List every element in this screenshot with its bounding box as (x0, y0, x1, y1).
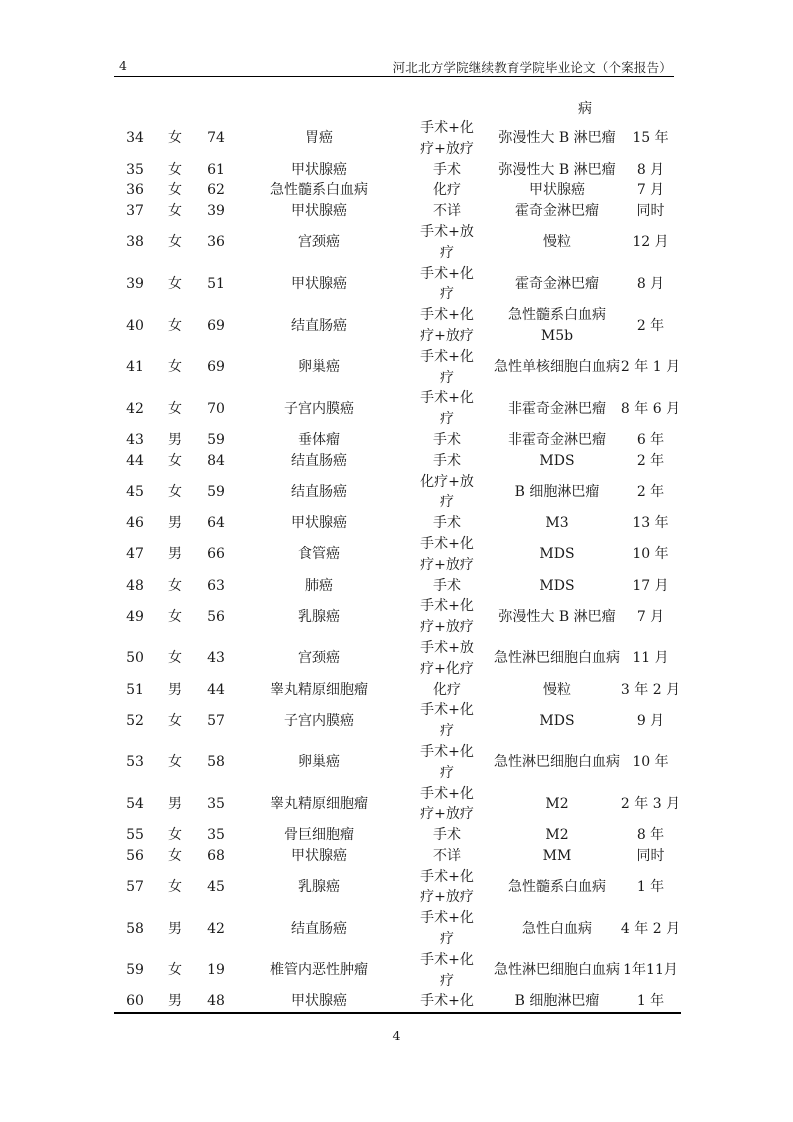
interval-cell: 同时 (636, 203, 665, 220)
case-number-cell: 57 (126, 879, 144, 896)
treatment-cell (400, 867, 494, 909)
second-tumor-cell: MDS (539, 452, 575, 469)
sex-cell: 男 (168, 546, 182, 563)
table-row (114, 680, 681, 701)
interval-cell: 1 年 (636, 879, 665, 896)
treatment-line: 手术+放 (420, 223, 474, 240)
treatment-line: 手术+化 (420, 868, 474, 885)
second-tumor-cell: 霍奇金淋巴瘤 (515, 275, 599, 292)
treatment-line: 手术+放 (420, 639, 474, 656)
case-number-cell: 50 (126, 650, 144, 667)
case-number-cell: 46 (126, 515, 144, 532)
age-cell: 69 (207, 317, 225, 334)
case-number-cell: 55 (126, 827, 144, 844)
interval-cell: 3 年 2 月 (620, 681, 681, 698)
continued-row-fragment (114, 96, 681, 118)
table-row (114, 118, 681, 160)
treatment-cell (400, 305, 494, 347)
interval-cell: 13 年 (632, 515, 669, 532)
sex-cell: 女 (168, 182, 182, 199)
case-number-cell: 59 (126, 962, 144, 979)
treatment-cell (400, 825, 494, 846)
treatment-line: 手术+化 (420, 307, 474, 324)
case-table-container (114, 96, 681, 1014)
primary-tumor-cell: 结直肠癌 (291, 452, 347, 469)
treatment-cell (400, 160, 494, 181)
second-tumor-cell: 急性白血病 (522, 920, 592, 937)
treatment-line: 疗+化疗 (420, 660, 474, 677)
treatment-line: 手术 (433, 431, 461, 448)
primary-tumor-cell: 结直肠癌 (291, 920, 347, 937)
treatment-line: 手术+化 (420, 702, 474, 719)
sex-cell: 女 (168, 754, 182, 771)
second-tumor-cell: M3 (545, 515, 569, 532)
primary-tumor-cell: 子宫内膜癌 (284, 400, 354, 417)
page-header (114, 54, 674, 77)
interval-cell: 1年11月 (623, 962, 678, 979)
table-row (114, 472, 681, 514)
primary-tumor-cell: 宫颈癌 (298, 234, 340, 251)
treatment-line: 手术+化 (420, 598, 474, 615)
primary-tumor-cell: 甲状腺癌 (291, 275, 347, 292)
age-cell: 59 (207, 431, 225, 448)
case-number-cell: 53 (126, 754, 144, 771)
age-cell: 48 (194, 991, 238, 1013)
table-row (114, 222, 681, 264)
age-cell: 45 (207, 879, 225, 896)
case-number-cell: 39 (126, 275, 144, 292)
interval-cell: 2 年 1 月 (620, 359, 681, 376)
case-number-cell: 36 (126, 182, 144, 199)
table-row (114, 160, 681, 181)
table-row (114, 388, 681, 430)
second-tumor-cell: 弥漫性大 B 淋巴瘤 (498, 130, 616, 147)
table-row (114, 305, 681, 347)
treatment-line: 疗+放疗 (420, 140, 474, 157)
table-row (114, 513, 681, 534)
age-cell: 66 (207, 546, 225, 563)
table-row (114, 576, 681, 597)
primary-tumor-cell: 胃癌 (305, 130, 333, 147)
treatment-line: 手术 (433, 161, 461, 178)
treatment-line: 手术 (433, 577, 461, 594)
sex-cell: 女 (168, 577, 182, 594)
age-cell: 68 (207, 847, 225, 864)
primary-tumor-cell: 甲状腺癌 (291, 515, 347, 532)
second-tumor-cell: 霍奇金淋巴瘤 (515, 203, 599, 220)
primary-tumor-cell: 食管癌 (298, 546, 340, 563)
interval-cell: 15 年 (632, 130, 669, 147)
case-number-cell: 45 (126, 483, 144, 500)
second-tumor-cell: 非霍奇金淋巴瘤 (508, 400, 606, 417)
treatment-line: 手术+化 (420, 390, 474, 407)
case-number-cell: 40 (126, 317, 144, 334)
treatment-cell (400, 264, 494, 306)
age-cell: 59 (207, 483, 225, 500)
table-row (114, 742, 681, 784)
case-number-cell: 48 (126, 577, 144, 594)
treatment-line: 手术+化 (420, 910, 474, 927)
treatment-line: 不详 (433, 847, 461, 864)
table-row (114, 700, 681, 742)
interval-cell: 10 年 (632, 754, 669, 771)
primary-tumor-cell: 椎管内恶性肿瘤 (270, 962, 368, 979)
treatment-cell (400, 451, 494, 472)
table-row (114, 534, 681, 576)
primary-tumor-cell: 卵巢癌 (298, 754, 340, 771)
interval-cell: 12 月 (632, 234, 669, 251)
table-row (114, 201, 681, 222)
sex-cell: 女 (168, 483, 182, 500)
case-number-cell: 44 (126, 452, 144, 469)
treatment-line: 疗+放疗 (420, 327, 474, 344)
second-tumor-cell: MDS (539, 577, 575, 594)
age-cell: 69 (207, 359, 225, 376)
treatment-line: 手术+化 (420, 785, 474, 802)
interval-cell: 7 月 (636, 182, 665, 199)
treatment-cell (400, 118, 494, 160)
age-cell: 58 (207, 754, 225, 771)
primary-tumor-cell: 甲状腺癌 (291, 161, 347, 178)
interval-cell: 7 月 (636, 608, 665, 625)
primary-tumor-cell: 垂体瘤 (298, 431, 340, 448)
interval-cell: 8 年 6 月 (620, 400, 681, 417)
treatment-line: 疗 (440, 764, 454, 781)
treatment-cell (400, 908, 494, 950)
case-number-cell: 42 (126, 400, 144, 417)
primary-tumor-cell: 急性髓系白血病 (270, 182, 368, 199)
case-number-cell: 34 (126, 130, 144, 147)
interval-cell: 2 年 (636, 483, 665, 500)
sex-cell: 男 (156, 991, 194, 1013)
interval-cell: 1 年 (620, 991, 681, 1013)
treatment-line: 手术+化 (420, 265, 474, 282)
treatment-cell (400, 638, 494, 680)
treatment-line: 手术+化 (420, 120, 474, 136)
treatment-line: 疗 (440, 286, 454, 303)
treatment-line: 疗+放疗 (420, 806, 474, 823)
age-cell: 64 (207, 515, 225, 532)
treatment-line: 手术+化 (420, 743, 474, 760)
second-tumor-cell: 非霍奇金淋巴瘤 (508, 431, 606, 448)
primary-tumor-cell: 肺癌 (305, 577, 333, 594)
treatment-cell (400, 180, 494, 201)
treatment-line: 手术 (433, 452, 461, 469)
treatment-cell (400, 513, 494, 534)
primary-tumor-cell: 子宫内膜癌 (284, 712, 354, 729)
table-row (114, 784, 681, 826)
age-cell: 42 (207, 920, 225, 937)
primary-tumor-cell: 睾丸精原细胞瘤 (270, 795, 368, 812)
treatment-line: 疗 (440, 244, 454, 261)
second-tumor-cell: 急性淋巴细胞白血病 (494, 754, 620, 771)
treatment-line: 化疗 (433, 182, 461, 199)
age-cell: 44 (207, 681, 225, 698)
second-tumor-cell: 急性淋巴细胞白血病 (494, 650, 620, 667)
sex-cell: 女 (168, 608, 182, 625)
table-row (114, 825, 681, 846)
sex-cell: 男 (168, 681, 182, 698)
sex-cell: 女 (168, 650, 182, 667)
second-tumor-cell: 弥漫性大 B 淋巴瘤 (498, 161, 616, 178)
treatment-line: 化疗+放 (420, 473, 474, 490)
interval-cell: 2 年 3 月 (620, 795, 681, 812)
treatment-cell (400, 680, 494, 701)
case-number-cell: 52 (126, 712, 144, 729)
sex-cell: 男 (168, 515, 182, 532)
treatment-cell (400, 950, 494, 992)
treatment-cell (400, 201, 494, 222)
age-cell: 35 (207, 827, 225, 844)
treatment-cell (400, 534, 494, 576)
table-row (114, 991, 681, 1013)
sex-cell: 男 (168, 431, 182, 448)
primary-tumor-cell: 甲状腺癌 (291, 847, 347, 864)
age-cell: 62 (207, 182, 225, 199)
case-number-cell: 43 (126, 431, 144, 448)
age-cell: 57 (207, 712, 225, 729)
table-row (114, 867, 681, 909)
interval-cell: 6 年 (636, 431, 665, 448)
treatment-line: 不详 (433, 203, 461, 220)
treatment-line: 化疗 (433, 681, 461, 698)
primary-tumor-cell: 宫颈癌 (298, 650, 340, 667)
case-number-cell: 54 (126, 795, 144, 812)
interval-cell: 8 月 (636, 161, 665, 178)
treatment-line: 手术+化 (420, 951, 474, 968)
primary-tumor-cell: 骨巨细胞瘤 (284, 827, 354, 844)
second-tumor-cell: B 细胞淋巴瘤 (494, 991, 620, 1013)
primary-tumor-cell: 甲状腺癌 (238, 991, 400, 1013)
sex-cell: 女 (168, 712, 182, 729)
table-row (114, 347, 681, 389)
treatment-line: 疗 (440, 411, 454, 428)
case-table (114, 118, 681, 1014)
interval-cell: 8 月 (636, 275, 665, 292)
sex-cell: 女 (168, 962, 182, 979)
case-number-cell: 37 (126, 203, 144, 220)
table-row (114, 451, 681, 472)
age-cell: 84 (207, 452, 225, 469)
sex-cell: 女 (168, 275, 182, 292)
table-row (114, 846, 681, 867)
treatment-cell (400, 596, 494, 638)
second-tumor-cell: 甲状腺癌 (529, 182, 585, 199)
header-title: 河北北方学院继续教育学院毕业论文（个案报告） (392, 60, 672, 75)
treatment-line: 疗+放疗 (420, 556, 474, 573)
second-tumor-cell: M2 (545, 827, 569, 844)
treatment-line: 手术 (433, 827, 461, 844)
age-cell: 61 (207, 161, 225, 178)
sex-cell: 女 (168, 827, 182, 844)
treatment-cell (400, 700, 494, 742)
treatment-cell (400, 388, 494, 430)
second-tumor-cell: MDS (539, 712, 575, 729)
primary-tumor-cell: 结直肠癌 (291, 483, 347, 500)
second-tumor-cell: M2 (545, 795, 569, 812)
sex-cell: 男 (168, 920, 182, 937)
case-number-cell: 38 (126, 234, 144, 251)
sex-cell: 女 (168, 317, 182, 334)
primary-tumor-cell: 甲状腺癌 (291, 203, 347, 220)
age-cell: 70 (207, 400, 225, 417)
treatment-line: 疗 (440, 723, 454, 740)
treatment-cell (400, 430, 494, 451)
interval-cell: 9 月 (636, 712, 665, 729)
treatment-cell (400, 222, 494, 264)
interval-cell: 2 年 (636, 452, 665, 469)
sex-cell: 女 (168, 400, 182, 417)
case-table-body (114, 118, 681, 1013)
interval-cell: 10 年 (632, 546, 669, 563)
table-row (114, 950, 681, 992)
second-tumor-cell: B 细胞淋巴瘤 (514, 483, 600, 500)
primary-tumor-cell: 乳腺癌 (298, 879, 340, 896)
interval-cell: 17 月 (632, 577, 669, 594)
sex-cell: 女 (168, 130, 182, 147)
table-row (114, 264, 681, 306)
case-number-cell: 56 (126, 847, 144, 864)
interval-cell: 4 年 2 月 (620, 920, 681, 937)
age-cell: 56 (207, 608, 225, 625)
interval-cell: 8 年 (636, 827, 665, 844)
second-tumor-cell: 慢粒 (543, 234, 571, 251)
sex-cell: 女 (168, 203, 182, 220)
sex-cell: 女 (168, 847, 182, 864)
table-row (114, 908, 681, 950)
age-cell: 19 (207, 962, 225, 979)
treatment-line: 疗 (440, 931, 454, 948)
case-number-cell: 51 (126, 681, 144, 698)
second-tumor-cell: 慢粒 (543, 681, 571, 698)
treatment-cell (400, 784, 494, 826)
second-tumor-cell: MM (542, 847, 572, 864)
interval-cell: 2 年 (636, 317, 665, 334)
page-footer: 4 (392, 1028, 401, 1043)
sex-cell: 女 (168, 161, 182, 178)
second-tumor-cell: 弥漫性大 B 淋巴瘤 (498, 608, 616, 625)
treatment-line: 疗 (440, 972, 454, 989)
treatment-line: 疗 (440, 369, 454, 386)
age-cell: 63 (207, 577, 225, 594)
case-number-cell: 35 (126, 161, 144, 178)
case-number-cell: 58 (126, 920, 144, 937)
age-cell: 51 (207, 275, 225, 292)
header-page-number: 4 (119, 58, 127, 73)
fragment-text: 病 (578, 101, 592, 117)
age-cell: 74 (207, 130, 225, 147)
case-number-cell: 41 (126, 359, 144, 376)
primary-tumor-cell: 卵巢癌 (298, 359, 340, 376)
sex-cell: 女 (168, 234, 182, 251)
treatment-cell (400, 991, 494, 1013)
table-row (114, 180, 681, 201)
second-tumor-cell: 急性髓系白血病 (508, 879, 606, 896)
treatment-line: 手术+化 (420, 993, 474, 1010)
treatment-line: 疗 (440, 494, 454, 511)
second-tumor-cell: MDS (539, 546, 575, 563)
table-row (114, 596, 681, 638)
sex-cell: 男 (168, 795, 182, 812)
second-tumor-cell: 急性单核细胞白血病 (494, 359, 620, 376)
treatment-cell (400, 576, 494, 597)
age-cell: 43 (207, 650, 225, 667)
treatment-cell (400, 347, 494, 389)
primary-tumor-cell: 结直肠癌 (291, 317, 347, 334)
table-row (114, 638, 681, 680)
case-number-cell: 47 (126, 546, 144, 563)
primary-tumor-cell: 乳腺癌 (298, 608, 340, 625)
interval-cell: 同时 (636, 847, 665, 864)
treatment-line: 手术+化 (420, 535, 474, 552)
treatment-line: 疗+放疗 (420, 889, 474, 906)
treatment-cell (400, 846, 494, 867)
treatment-cell (400, 742, 494, 784)
case-number-cell: 49 (126, 608, 144, 625)
sex-cell: 女 (168, 879, 182, 896)
age-cell: 35 (207, 795, 225, 812)
sex-cell: 女 (168, 452, 182, 469)
second-tumor-cell: 急性髓系白血病 M5b (508, 307, 606, 344)
second-tumor-cell: 急性淋巴细胞白血病 (494, 962, 620, 979)
interval-cell: 11 月 (632, 650, 669, 667)
age-cell: 39 (207, 203, 225, 220)
treatment-cell (400, 472, 494, 514)
age-cell: 36 (207, 234, 225, 251)
treatment-line: 手术 (433, 515, 461, 532)
treatment-line: 疗+放疗 (420, 619, 474, 636)
table-row (114, 430, 681, 451)
case-number-cell: 60 (114, 991, 156, 1013)
treatment-line: 手术+化 (420, 348, 474, 365)
sex-cell: 女 (168, 359, 182, 376)
primary-tumor-cell: 睾丸精原细胞瘤 (270, 681, 368, 698)
